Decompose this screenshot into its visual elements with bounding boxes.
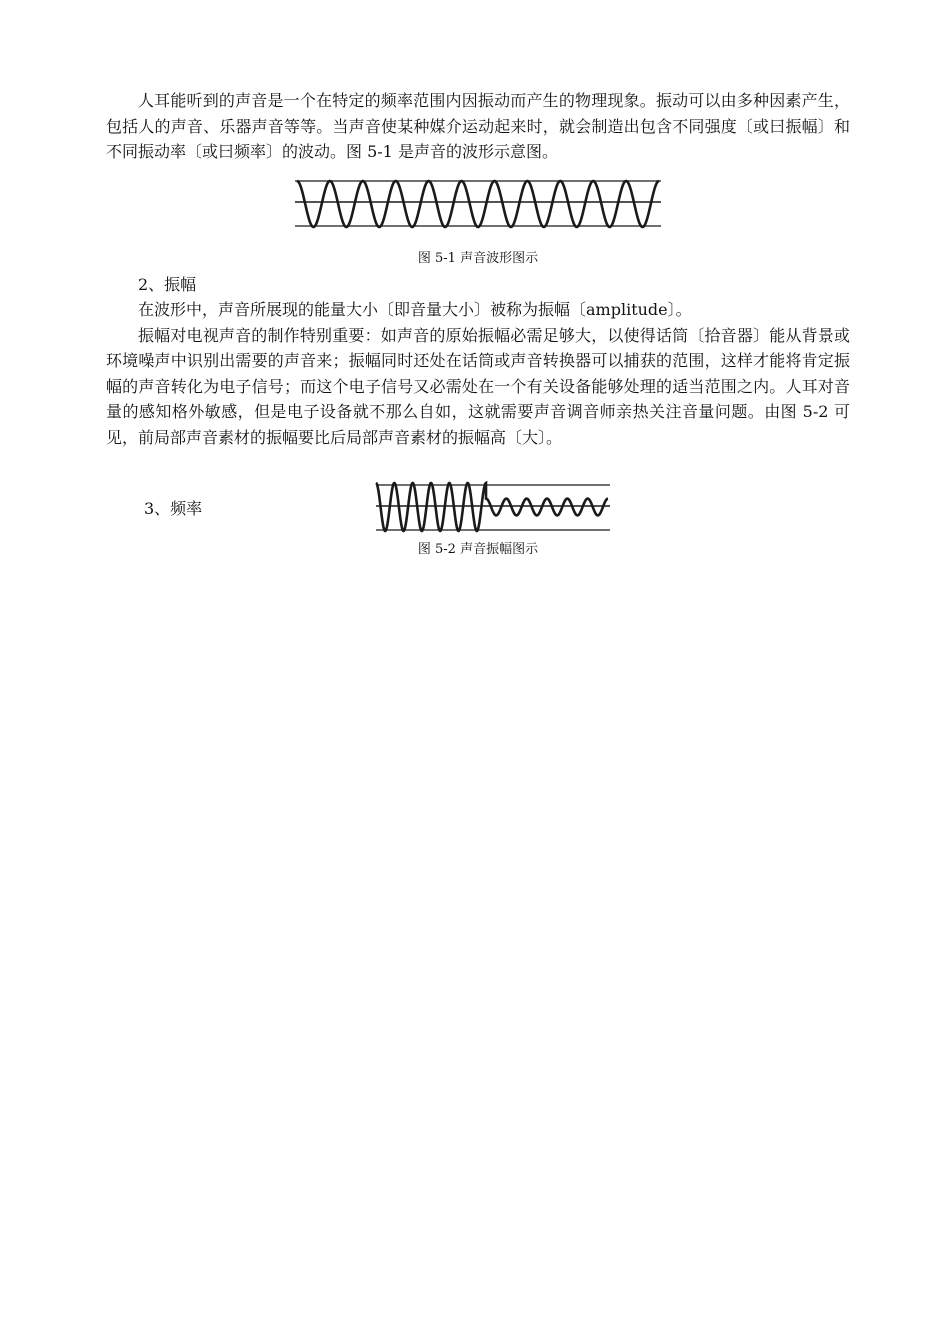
figure-5-2-row [106,476,850,538]
paragraph-amplitude-detail: 振幅对电视声音的制作特别重要：如声音的原始振幅必需足够大，以使得话筒〔拾音器〕能从背景或环境噪声中识别出需要的声音来；振幅同时还处在话筒或声音转换器可以捕获的范围，这样才能将肯定振幅的声音转化为电子信号；而这个电子信号又必需处在一个有关设备能够处理的适当范围之内。人耳对音量的感知格外敏感，但是电子设备就不那么自如，这就需要声音调音师亲热关注音量问题。由图 5-2 可见，前局部声音素材的振幅要比后局部声音素材的振幅高〔大〕。 [106,325,850,447]
figure-5-1 [106,175,850,235]
figure-5-1-caption: 图 5-1 声音波形图示 [417,250,539,266]
document-page [106,88,850,560]
figure-5-2-caption: 图 5-2 声音振幅图示 [417,542,539,557]
waveform-figure [293,175,663,235]
section-heading-amplitude: 2、振幅 [138,274,197,294]
sine-wave-path [297,181,659,227]
paragraph-amplitude-definition: 在波形中，声音所展现的能量大小〔即音量大小〕被称为振幅〔amplitude〕。 [138,300,692,319]
paragraph-intro: 人耳能听到的声音是一个在特定的频率范围内因振动而产生的物理现象。振动可以由多种因素产生，包括人的声音、乐器声音等等。当声音使某种媒介运动起来时，就会制造出包含不同强度〔或曰振幅〕和不同振动率〔或曰频率〕的波动。图 5-1 是声音的波形示意图。 [106,91,850,161]
sine-wave-path [376,483,608,531]
section-heading-frequency: 3、频率 [144,499,203,518]
amplitude-figure [374,476,614,536]
